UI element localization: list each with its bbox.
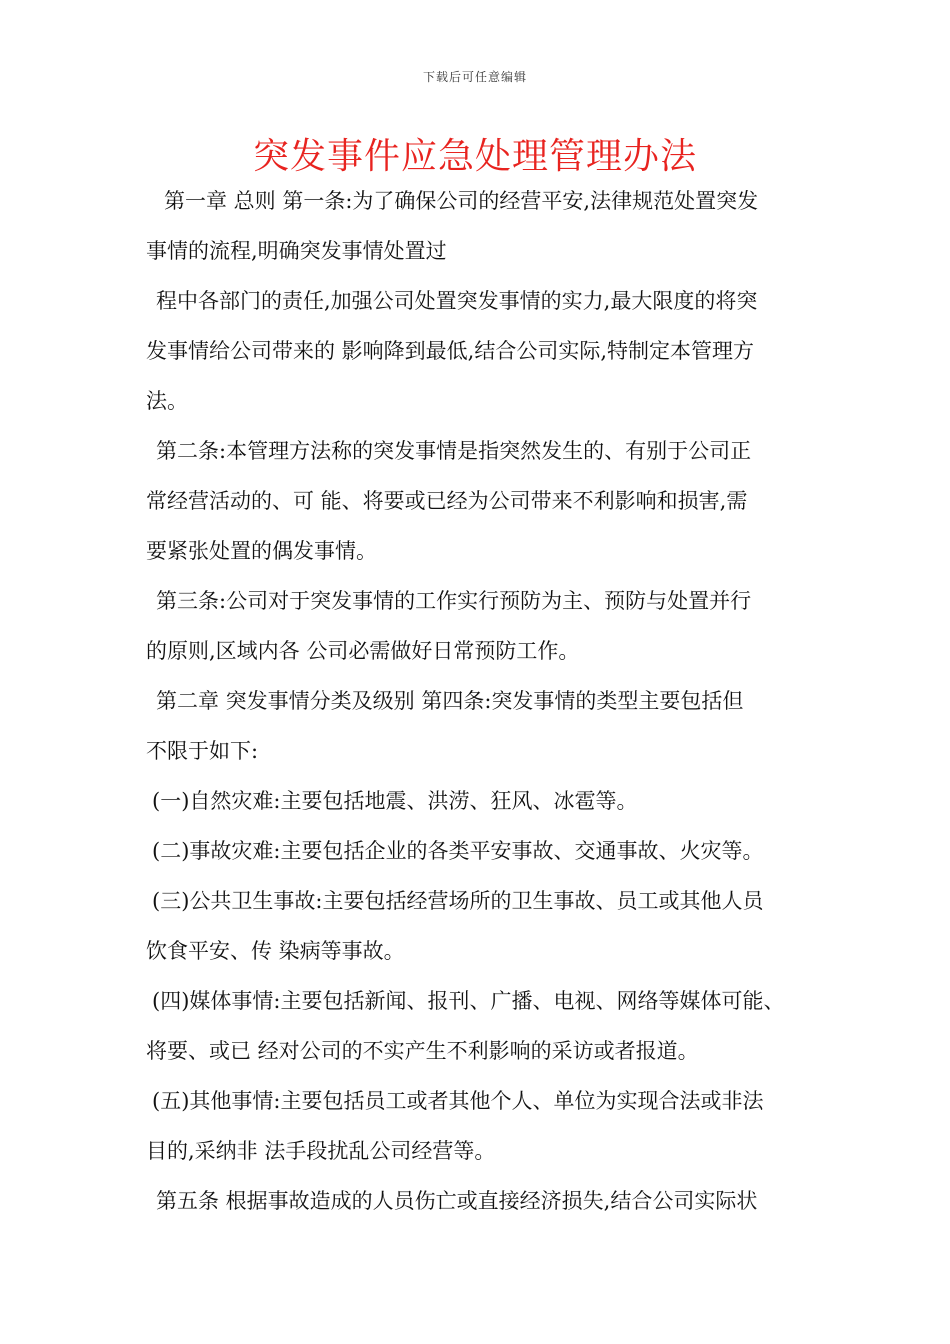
body-line: 第二条:本管理方法称的突发事情是指突然发生的、有别于公司正 (156, 439, 752, 463)
body-line: 的原则,区域内各 公司必需做好日常预防工作。 (146, 639, 580, 663)
body-line: 不限于如下: (146, 739, 259, 763)
header-note: 下载后可任意编辑 (422, 70, 527, 84)
body-line: 第一章 总则 第一条:为了确保公司的经营平安,法律规范处置突发 (164, 189, 759, 213)
body-line: (五)其他事情:主要包括员工或者其他个人、单位为实现合法或非法 (152, 1089, 764, 1113)
body-line: (四)媒体事情:主要包括新闻、报刊、广播、电视、网络等媒体可能、 (152, 989, 785, 1013)
body-line: (二)事故灾难:主要包括企业的各类平安事故、交通事故、火灾等。 (152, 839, 764, 863)
body-line: 事情的流程,明确突发事情处置过 (146, 239, 447, 263)
body-line: 饮食平安、传 染病等事故。 (146, 939, 405, 963)
body-line: 第五条 根据事故造成的人员伤亡或直接经济损失,结合公司实际状 (156, 1189, 758, 1213)
body-line: 要紧张处置的偶发事情。 (146, 539, 377, 563)
body-line: 常经营活动的、可 能、将要或已经为公司带来不利影响和损害,需 (146, 489, 748, 513)
body-line: 第二章 突发事情分类及级别 第四条:突发事情的类型主要包括但 (156, 689, 744, 713)
body-line: 发事情给公司带来的 影响降到最低,结合公司实际,特制定本管理方 (146, 339, 755, 363)
body-line: 程中各部门的责任,加强公司处置突发事情的实力,最大限度的将突 (156, 289, 758, 313)
document-title: 突发事件应急处理管理办法 (252, 136, 697, 177)
body-line: 将要、或已 经对公司的不实产生不利影响的采访或者报道。 (146, 1039, 699, 1063)
body-line: 第三条:公司对于突发事情的工作实行预防为主、预防与处置并行 (156, 589, 752, 613)
body-line: (三)公共卫生事故:主要包括经营场所的卫生事故、员工或其他人员 (152, 889, 764, 913)
body-line: (一)自然灾难:主要包括地震、洪涝、狂风、冰雹等。 (152, 789, 638, 813)
body-line: 法。 (146, 389, 188, 413)
body-line: 目的,采纳非 法手段扰乱公司经营等。 (146, 1139, 496, 1163)
